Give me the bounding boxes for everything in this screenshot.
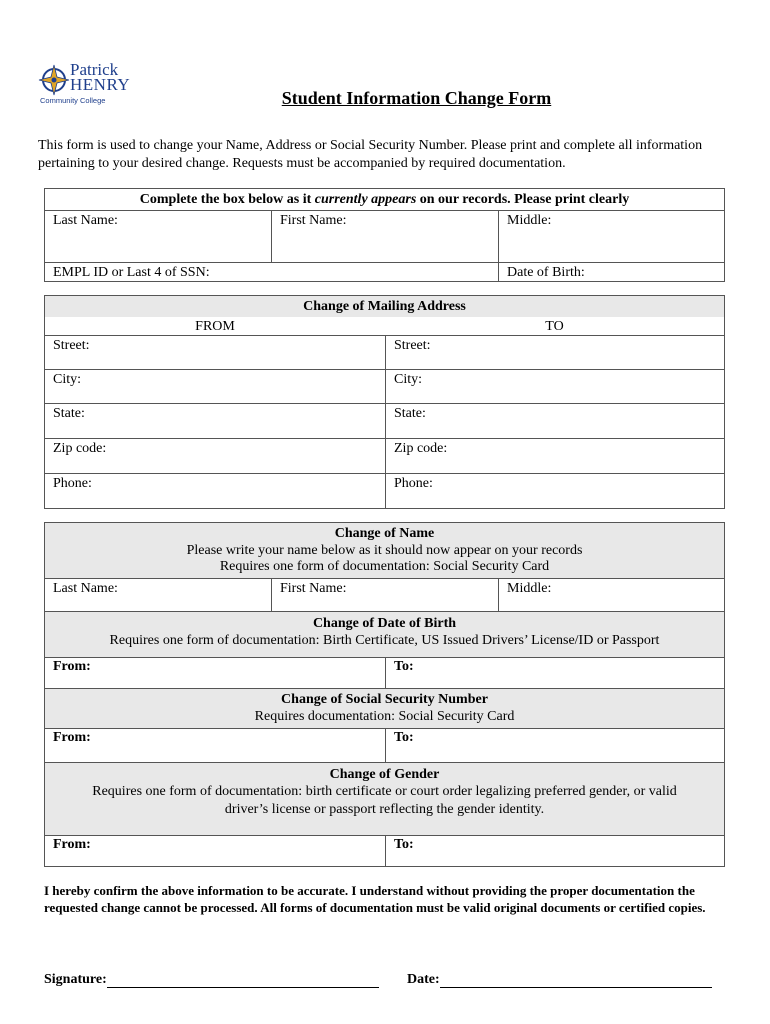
to-zip-field[interactable]: Zip code: [385,439,724,473]
date-of-birth-field[interactable]: Date of Birth: [498,263,724,281]
change-of-name-header: Change of Name Please write your name below as it should now appear on your records Requires one form of documentation: Social Security Card [45,523,724,578]
logo-text-patrick: Patrick [70,60,119,79]
from-zip-field[interactable]: Zip code: [53,441,107,456]
change-of-gender-header: Change of Gender Requires one form of documentation: birth certificate or court order legalizing preferred gender, or valid driver’s license or passport reflecting the gender identity. [45,763,724,836]
current-records-header: Complete the box below as it currently appears on our records. Please print clearly [45,189,724,210]
changes-section [44,522,725,867]
current-last-name-field[interactable]: Last Name: [53,213,118,228]
empl-id-ssn-field[interactable]: EMPL ID or Last 4 of SSN: [53,265,210,280]
ssn-to-field[interactable]: To: [385,729,724,762]
intro-text: This form is used to change your Name, Address or Social Security Number. Please print and complete all information pertaining to your desired change. Requests must be accompanied by required documentation. [38,138,703,171]
mailing-address-section [44,295,725,509]
current-first-name-field[interactable]: First Name: [271,211,498,262]
from-state-field[interactable]: State: [53,406,85,421]
to-street-field[interactable]: Street: [385,336,724,369]
date-label: Date: [407,972,440,987]
current-middle-name-field[interactable]: Middle: [498,211,724,262]
change-of-dob-header: Change of Date of Birth Requires one form of documentation: Birth Certificate, US Issued Drivers’ License/ID or Passport [45,612,724,657]
to-column-label: TO [545,319,564,334]
dob-to-field[interactable]: To: [385,658,724,688]
logo-text-henry: HENRY [70,75,131,94]
new-middle-name-field[interactable]: Middle: [498,579,724,611]
dob-from-field[interactable]: From: [53,658,91,674]
to-state-field[interactable]: State: [385,404,724,438]
form-title: Student Information Change Form [281,88,552,108]
date-field[interactable] [407,972,712,988]
signature-field[interactable] [44,972,379,988]
from-street-field[interactable]: Street: [53,338,90,353]
from-phone-field[interactable]: Phone: [53,476,92,491]
ssn-from-field[interactable]: From: [53,729,91,745]
date-line[interactable] [440,973,712,988]
confirmation-statement: I hereby confirm the above information to be accurate. I understand without providing the proper documentation the requested change cannot be processed. All forms of documentation must be valid original documents or certified copies. [44,883,706,915]
logo-text-community-college: Community College [40,96,106,105]
new-first-name-field[interactable]: First Name: [271,579,498,611]
from-city-field[interactable]: City: [53,372,82,387]
from-column-label: FROM [195,319,235,334]
new-last-name-field[interactable]: Last Name: [53,580,118,596]
signature-label: Signature: [44,972,107,987]
to-city-field[interactable]: City: [385,370,724,403]
signature-line[interactable] [107,973,379,988]
gender-from-field[interactable]: From: [53,837,91,852]
mailing-address-header: Change of Mailing Address [45,296,724,317]
current-records-section [44,188,725,282]
to-phone-field[interactable]: Phone: [385,474,724,508]
change-of-ssn-header: Change of Social Security Number Requires documentation: Social Security Card [45,689,724,728]
gender-to-field[interactable]: To: [385,836,724,866]
